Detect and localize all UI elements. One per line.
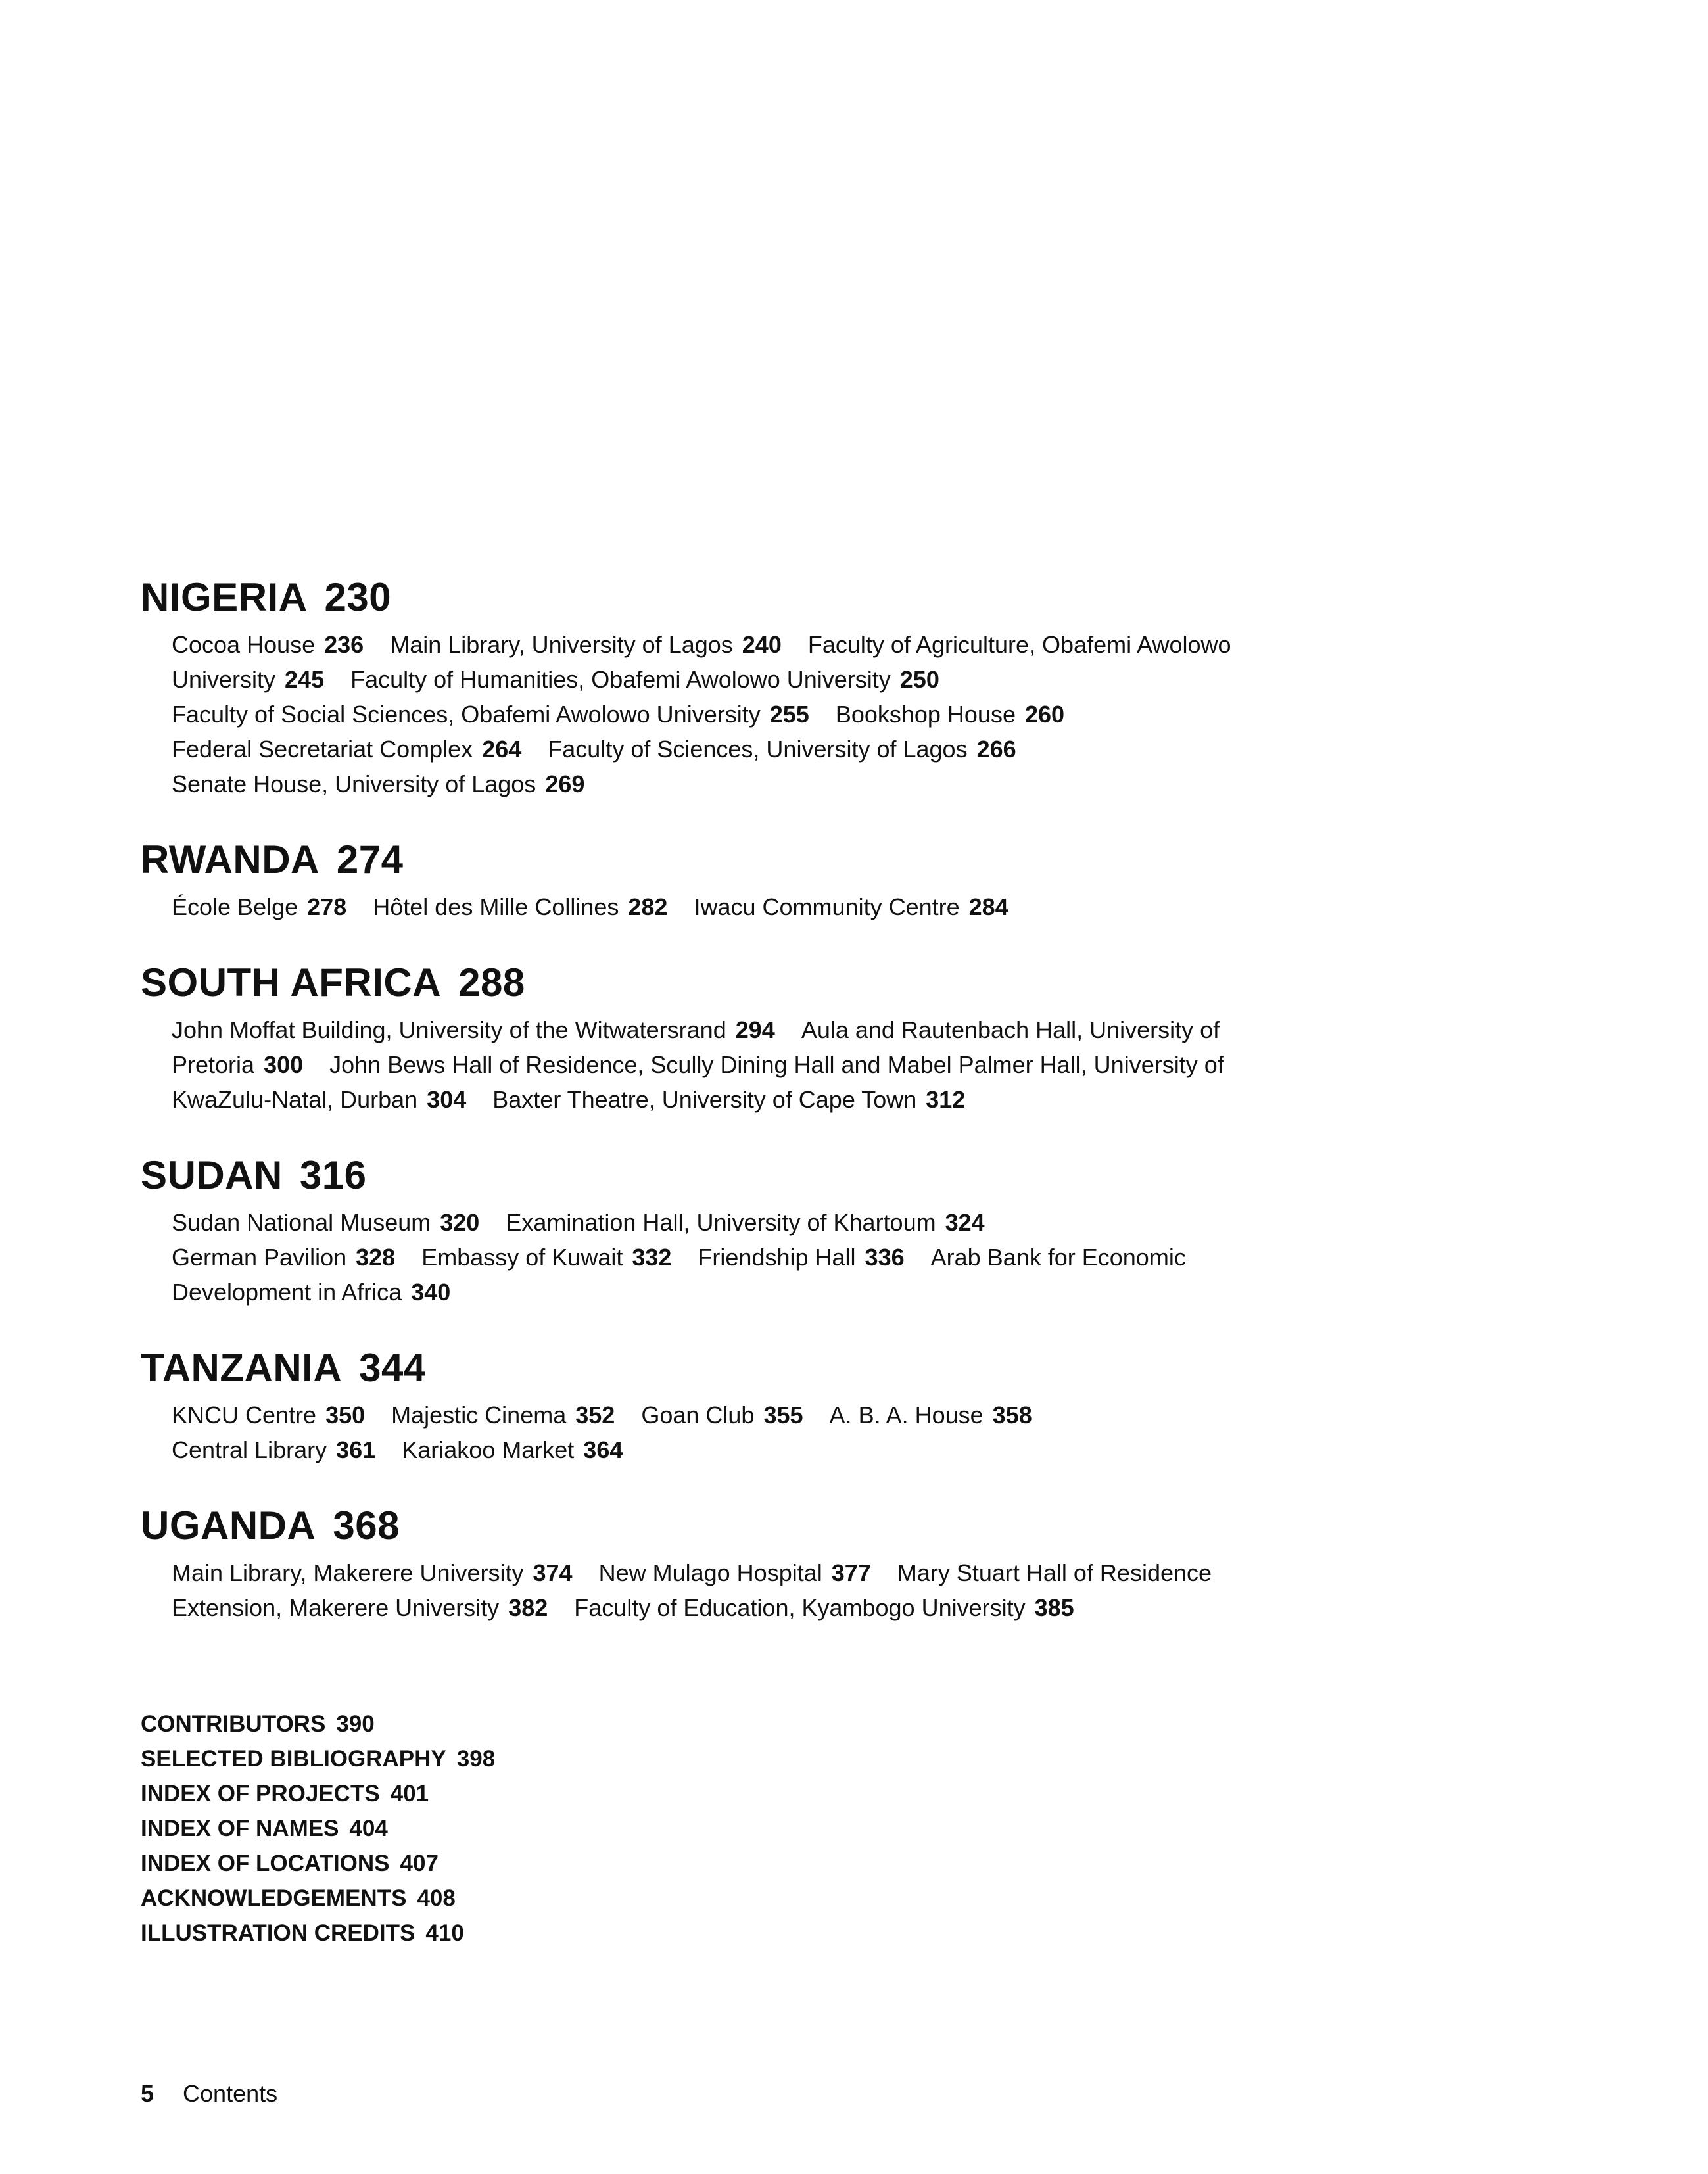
section-south-africa	[141, 957, 1390, 1117]
backmatter-index-names[interactable]: INDEX OF NAMES 404	[141, 1816, 388, 1841]
toc-entry[interactable]: KNCU Centre 350	[172, 1402, 366, 1429]
page-footer	[141, 2077, 277, 2110]
page-number: 5	[141, 2080, 154, 2107]
country-name: UGANDA	[141, 1503, 316, 1548]
country-name: NIGERIA	[141, 575, 308, 619]
toc-entry[interactable]: École Belge 278	[172, 893, 347, 920]
toc-entry[interactable]: Central Library 361	[172, 1436, 376, 1463]
toc-entry[interactable]: Aula and Rautenbach Hall, University of Pretoria 300	[172, 1016, 1220, 1078]
toc-entry[interactable]: New Mulago Hospital 377	[598, 1559, 871, 1586]
country-heading	[141, 1150, 1390, 1201]
section-sudan	[141, 1150, 1390, 1310]
entry-list	[172, 1205, 1302, 1310]
entry-list	[172, 889, 1302, 924]
toc-entry[interactable]: Faculty of Agriculture, Obafemi Awolowo University 245	[172, 631, 1231, 693]
toc-entry[interactable]: A. B. A. House 358	[829, 1402, 1032, 1429]
country-page: 288	[458, 960, 525, 1004]
section-nigeria	[141, 572, 1390, 801]
country-name: RWANDA	[141, 838, 320, 882]
country-page: 316	[299, 1153, 367, 1197]
toc-entry[interactable]: Iwacu Community Centre 284	[694, 893, 1008, 920]
backmatter-acknowledgements[interactable]: ACKNOWLEDGEMENTS 408	[141, 1885, 456, 1911]
country-heading	[141, 1500, 1390, 1551]
toc-entry[interactable]: Federal Secretariat Complex 264	[172, 736, 522, 763]
toc-entry[interactable]: Goan Club 355	[641, 1402, 803, 1429]
section-uganda	[141, 1500, 1390, 1625]
country-page: 344	[359, 1346, 426, 1390]
toc-entry[interactable]: Bookshop House 260	[835, 701, 1065, 728]
toc-entry[interactable]: Faculty of Social Sciences, Obafemi Awolowo University 255	[172, 701, 809, 728]
backmatter-index-locations[interactable]: INDEX OF LOCATIONS 407	[141, 1851, 439, 1876]
country-heading	[141, 957, 1390, 1008]
toc-entry[interactable]: Faculty of Humanities, Obafemi Awolowo University 250	[350, 666, 939, 693]
toc-entry[interactable]: Friendship Hall 336	[698, 1244, 905, 1271]
running-title: Contents	[183, 2080, 278, 2107]
toc-entry[interactable]: Cocoa House 236	[172, 631, 364, 658]
country-name: TANZANIA	[141, 1346, 343, 1390]
toc-entry[interactable]: Baxter Theatre, University of Cape Town 312	[492, 1086, 966, 1113]
toc-entry[interactable]: Sudan National Museum 320	[172, 1209, 480, 1236]
section-tanzania	[141, 1342, 1390, 1467]
toc-entry[interactable]: Faculty of Education, Kyambogo University 385	[574, 1594, 1074, 1621]
toc-entry[interactable]: Arab Bank for Economic Development in Africa 340	[172, 1244, 1186, 1306]
entry-list	[172, 627, 1302, 801]
toc-entry[interactable]: Hôtel des Mille Collines 282	[373, 893, 668, 920]
toc-entry[interactable]: Mary Stuart Hall of Residence Extension, Makerere University 382	[172, 1559, 1212, 1621]
toc-entry[interactable]: Main Library, University of Lagos 240	[390, 631, 782, 658]
toc-entry[interactable]: Majestic Cinema 352	[391, 1402, 615, 1429]
toc-entry[interactable]: Kariakoo Market 364	[402, 1436, 623, 1463]
toc-entry[interactable]: German Pavilion 328	[172, 1244, 396, 1271]
backmatter-bibliography[interactable]: SELECTED BIBLIOGRAPHY 398	[141, 1746, 496, 1772]
country-page: 274	[336, 838, 404, 882]
contents-list	[141, 572, 1390, 1658]
section-rwanda	[141, 834, 1390, 924]
backmatter-illustration-credits[interactable]: ILLUSTRATION CREDITS 410	[141, 1920, 464, 1946]
toc-entry[interactable]: Embassy of Kuwait 332	[421, 1244, 672, 1271]
country-name: SOUTH AFRICA	[141, 960, 442, 1004]
toc-entry[interactable]: Faculty of Sciences, University of Lagos 266	[548, 736, 1016, 763]
backmatter-list	[141, 1707, 495, 1950]
backmatter-index-projects[interactable]: INDEX OF PROJECTS 401	[141, 1781, 429, 1807]
toc-entry[interactable]: John Moffat Building, University of the Witwatersrand 294	[172, 1016, 775, 1043]
toc-entry[interactable]: Main Library, Makerere University 374	[172, 1559, 573, 1586]
country-heading	[141, 572, 1390, 623]
entry-list	[172, 1012, 1302, 1117]
toc-entry[interactable]: Examination Hall, University of Khartoum 324	[506, 1209, 985, 1236]
toc-entry[interactable]: Senate House, University of Lagos 269	[172, 770, 585, 797]
toc-entry[interactable]: John Bews Hall of Residence, Scully Dining Hall and Mabel Palmer Hall, University of KwaZulu-Natal, Durban 304	[172, 1051, 1224, 1113]
entry-list	[172, 1555, 1302, 1625]
country-name: SUDAN	[141, 1153, 283, 1197]
country-heading	[141, 1342, 1390, 1394]
backmatter-contributors[interactable]: CONTRIBUTORS 390	[141, 1711, 375, 1737]
country-page: 368	[333, 1503, 400, 1548]
country-page: 230	[324, 575, 392, 619]
entry-list	[172, 1398, 1302, 1467]
country-heading	[141, 834, 1390, 886]
